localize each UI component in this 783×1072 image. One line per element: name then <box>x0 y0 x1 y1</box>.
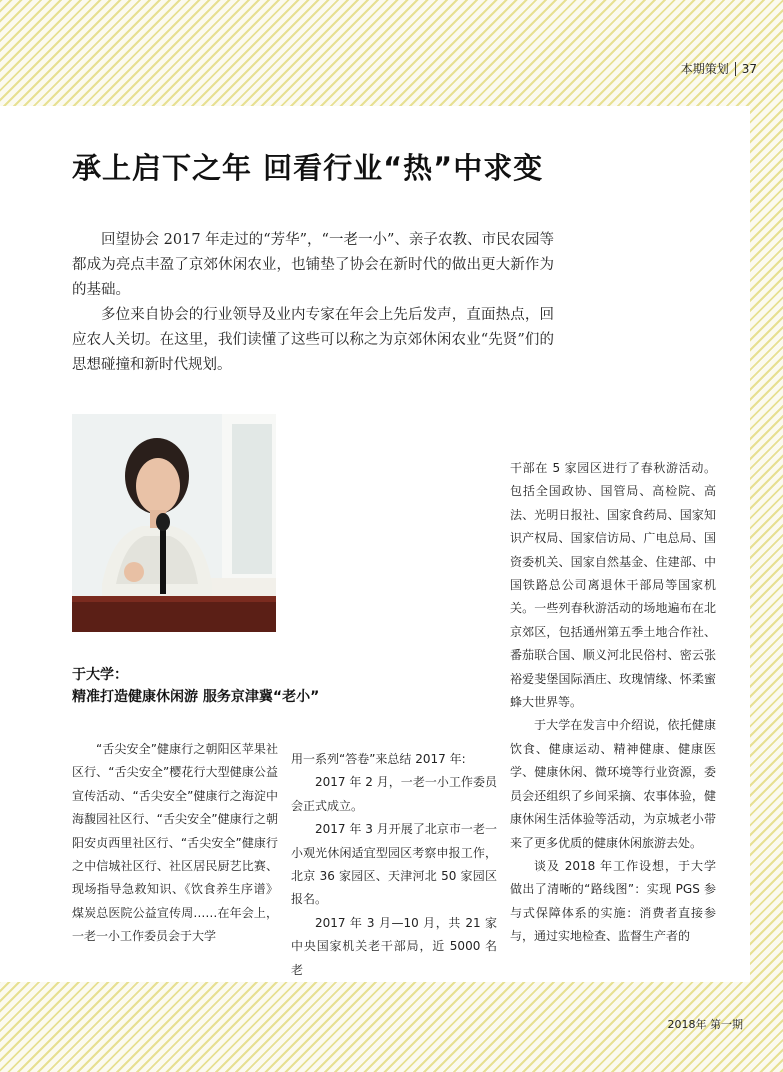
issue-footer: 2018年 第一期 <box>667 1018 743 1031</box>
header-divider <box>735 62 736 76</box>
text-column-right <box>510 457 716 949</box>
speaker-photo <box>72 414 276 632</box>
speaker-subtitle: 精准打造健康休闲游 服务京津冀“老小” <box>72 689 320 705</box>
section-label: 本期策划 <box>680 62 729 76</box>
body-paragraph: 用一系列“答卷”来总结 2017 年: <box>291 752 466 766</box>
text-column-left <box>72 738 278 949</box>
intro-paragraph: 多位来自协会的行业领导及业内专家在年会上先后发声，直面热点，回应农人关切。在这里，我们读懂了这些可以称之为京郊休闲农业“先贤”们的思想碰撞和新时代规划。 <box>72 307 554 373</box>
article-intro <box>72 228 554 378</box>
body-paragraph: 2017 年 3 月—10 月，共 21 家中央国家机关老干部局，近 5000 名老 <box>291 915 497 977</box>
body-paragraph: 干部在 5 家园区进行了春秋游活动。包括全国政协、国管局、高检院、高法、光明日报社、国家食药局、国家知识产权局、国家信访局、广电总局、国资委机关、国家自然基金、住建部、中国铁路总公司离退休干部局等国家机关。一些列春秋游活动的场地遍布在北京郊区，包括通州第五季土地合作社、番茄联合国、顺义河北民俗村、密云张裕爱斐堡国际酒庄、玫瑰情缘、怀柔蜜蜂大世界等。 <box>510 461 716 710</box>
body-paragraph: 于大学在发言中介绍说，依托健康饮食、健康运动、精神健康、健康医学、健康休闲、微环境等行业资源，委员会还组织了乡间采摘、农事体验，健康休闲生活体验等活动，为京城老小带来了更多优质的健康休闲旅游去处。 <box>510 718 716 850</box>
page-header <box>681 60 757 77</box>
body-paragraph: 2017 年 3 月开展了北京市一老一小观光休闲适宜型园区考察申报工作，北京 36 家园区、天津河北 50 家园区报名。 <box>291 822 497 907</box>
text-column-middle <box>291 748 497 982</box>
body-paragraph: 谈及 2018 年工作设想，于大学做出了清晰的“路线图”：实现 PGS 参与式保障体系的实施：消费者直接参与，通过实地检查、监督生产者的 <box>510 858 716 944</box>
speaker-name: 于大学： <box>72 667 128 683</box>
page-number: 37 <box>741 61 757 76</box>
body-paragraph: “舌尖安全”健康行之朝阳区苹果社区行、“舌尖安全”樱花行大型健康公益宣传活动、“舌尖安全”健康行之海淀中海馥园社区行、“舌尖安全”健康行之朝阳安贞西里社区行、“舌尖安全”健康行之中信城社区行、社区居民厨艺比赛、现场指导急救知识、《饮食养生序谱》煤炭总医院公益宣传周……在年会上，一老一小工作委员会于大学 <box>72 742 278 944</box>
speaker-heading <box>72 664 392 708</box>
intro-paragraph: 回望协会 2017 年走过的“芳华”，“一老一小”、亲子农教、市民农园等都成为亮点丰盈了京郊休闲农业，也铺垫了协会在新时代的做出更大新作为的基础。 <box>72 232 554 298</box>
article-title: 承上启下之年 回看行业“热”中求变 <box>72 151 544 185</box>
body-paragraph: 2017 年 2 月，一老一小工作委员会正式成立。 <box>291 775 497 813</box>
